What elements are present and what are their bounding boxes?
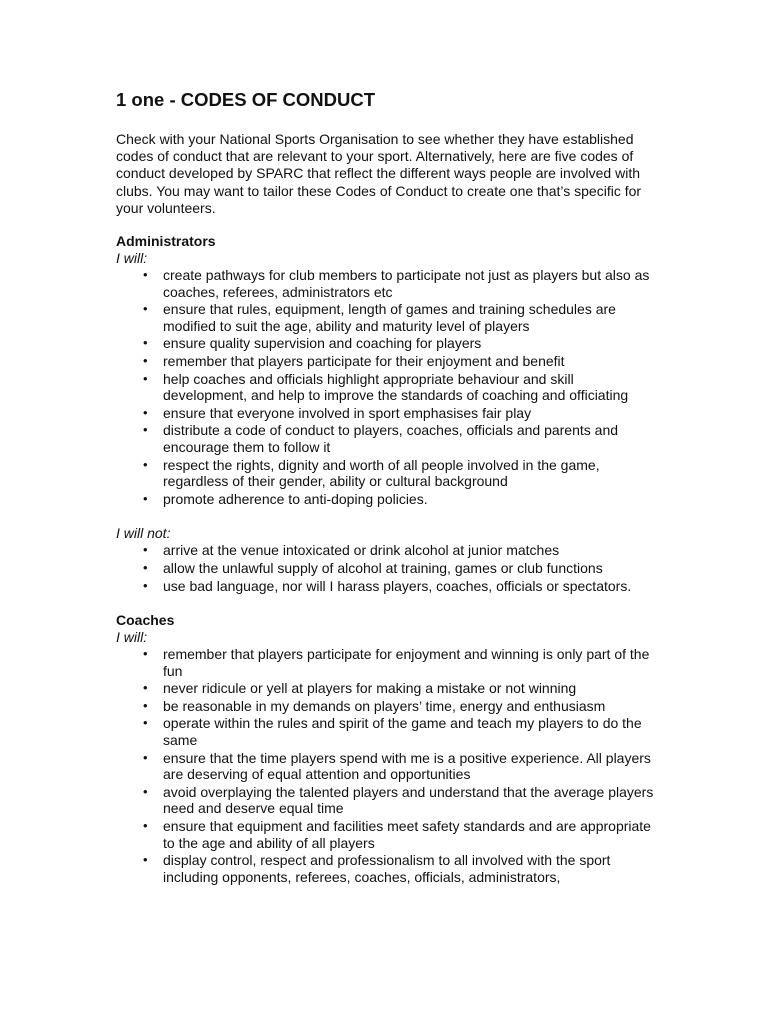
list-item-text: be reasonable in my demands on players’ time, energy and enthusiasm [163, 697, 606, 714]
bullet-icon: • [143, 301, 148, 317]
list-item-text: never ridicule or yell at players for making a mistake or not winning [163, 680, 577, 697]
administrators-section [116, 233, 656, 594]
list-item-text: ensure that everyone involved in sport emphasises fair play [163, 404, 532, 421]
list-item [116, 578, 656, 595]
document-page [116, 88, 656, 886]
list-item-text: help coaches and officials highlight appropriate behaviour and skill development, and help to improve the standards of coaching and officiating [163, 370, 629, 404]
section-heading-coaches: Coaches [116, 612, 175, 629]
bullet-icon: • [143, 749, 148, 765]
page-title: 1 one - CODES OF CONDUCT [116, 89, 376, 110]
list-item-text: promote adherence to anti-doping policies. [163, 490, 428, 507]
bullet-icon: • [143, 267, 148, 283]
admin-will-not-list [116, 542, 656, 594]
bullet-icon: • [143, 422, 148, 438]
list-item [116, 715, 656, 748]
list-item-text: display control, respect and professionalism to all involved with the sport including opponents, referees, coaches, officials, administrators, [163, 852, 611, 885]
list-item [116, 646, 656, 679]
list-item [116, 542, 656, 559]
bullet-icon: • [143, 335, 148, 351]
list-item [116, 371, 656, 404]
list-item-text: create pathways for club members to participate not just as players but also as coaches, referees, administrators etc [163, 267, 650, 300]
list-item [116, 353, 656, 370]
bullet-icon: • [143, 542, 148, 558]
will-label: I will: [116, 629, 148, 646]
list-item-text: operate within the rules and spirit of the game and teach my players to do the same [163, 715, 642, 749]
list-item-text: avoid overplaying the talented players and understand that the average players need and deserve equal time [163, 783, 654, 817]
list-item-text: ensure that the time players spend with me is a positive experience. All players are deserving of equal attention and opportunities [163, 749, 651, 783]
bullet-icon: • [143, 818, 148, 834]
admin-will-list [116, 267, 656, 507]
bullet-icon: • [143, 646, 148, 662]
list-item-text: use bad language, nor will I harass players, coaches, officials or spectators. [163, 577, 632, 594]
intro-paragraph: Check with your National Sports Organisation to see whether they have established codes of conduct that are relevant to your sport. Alternatively, here are five codes of conduct developed by SPARC that reflect the different ways people are involved with clubs. You may want to tailor these Codes of Conduct to create one that’s specific for your volunteers. [116, 131, 642, 216]
bullet-icon: • [143, 697, 148, 713]
list-item-text: ensure quality supervision and coaching for players [163, 335, 482, 352]
list-item [116, 852, 656, 885]
list-item [116, 457, 656, 490]
list-item [116, 301, 656, 334]
list-item [116, 335, 656, 352]
list-item-text: distribute a code of conduct to players, coaches, officials and parents and encourage them to follow it [163, 422, 619, 455]
coaches-will-list [116, 646, 656, 885]
list-item [116, 680, 656, 697]
spacer [116, 595, 656, 612]
list-item-text: remember that players participate for their enjoyment and benefit [163, 352, 565, 369]
list-item [116, 267, 656, 300]
list-item [116, 784, 656, 817]
bullet-icon: • [143, 456, 148, 472]
bullet-icon: • [143, 577, 148, 593]
bullet-icon: • [143, 559, 148, 575]
bullet-icon: • [143, 783, 148, 799]
list-item [116, 422, 656, 455]
list-item [116, 818, 656, 851]
list-item [116, 698, 656, 715]
list-item-text: ensure that rules, equipment, length of games and training schedules are modified to suit the age, ability and maturity level of players [163, 301, 616, 334]
list-item [116, 491, 656, 508]
list-item [116, 750, 656, 783]
section-heading-administrators: Administrators [116, 233, 216, 250]
list-item-text: allow the unlawful supply of alcohol at training, games or club functions [163, 559, 603, 576]
list-item [116, 405, 656, 422]
bullet-icon: • [143, 715, 148, 731]
bullet-icon: • [143, 490, 148, 506]
list-item [116, 560, 656, 577]
spacer [116, 508, 656, 525]
bullet-icon: • [143, 404, 148, 420]
coaches-section [116, 612, 656, 885]
list-item-text: respect the rights, dignity and worth of all people involved in the game, regardless of their gender, ability or cultural background [163, 456, 600, 490]
will-label: I will: [116, 250, 148, 267]
bullet-icon: • [143, 352, 148, 368]
will-not-label: I will not: [116, 525, 171, 542]
list-item-text: remember that players participate for enjoyment and winning is only part of the fun [163, 646, 650, 679]
bullet-icon: • [143, 852, 148, 868]
list-item-text: arrive at the venue intoxicated or drink alcohol at junior matches [163, 542, 560, 559]
bullet-icon: • [143, 680, 148, 696]
bullet-icon: • [143, 370, 148, 386]
list-item-text: ensure that equipment and facilities meet safety standards and are appropriate to the age and ability of all players [163, 818, 651, 851]
